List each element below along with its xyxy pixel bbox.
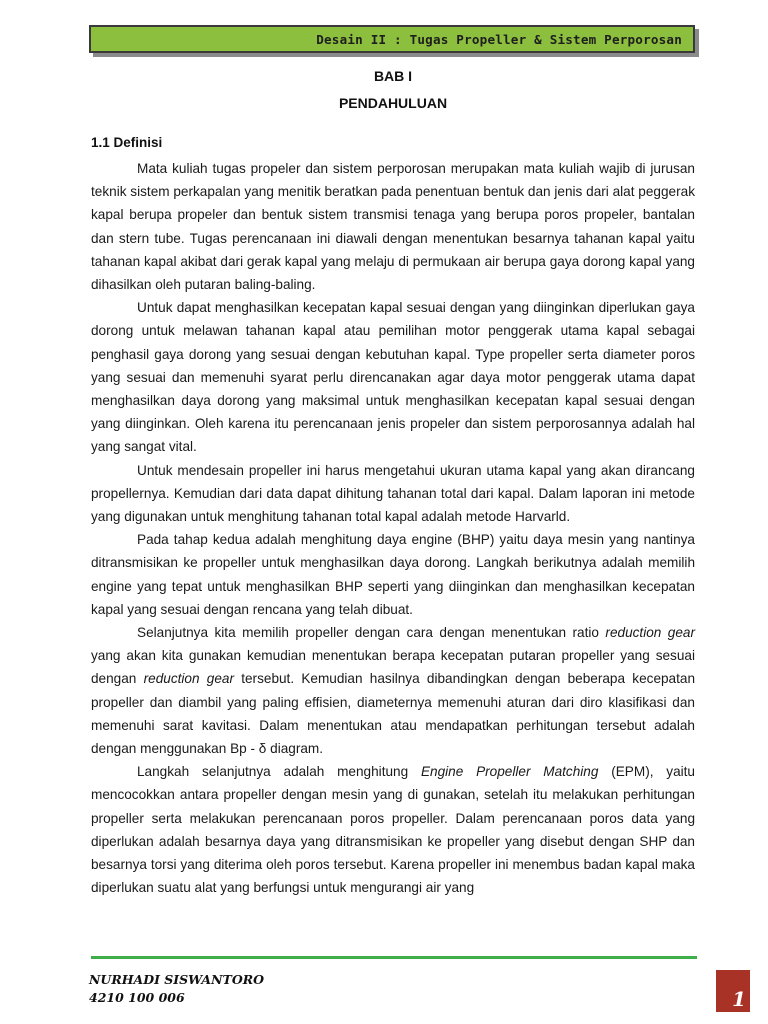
body-text bbox=[91, 157, 695, 900]
running-header bbox=[89, 25, 695, 53]
paragraph-text: Langkah selanjutnya adalah menghitung bbox=[137, 764, 421, 780]
paragraph-text: yang akan kita gunakan kemudian menentukan berapa kecepatan putaran propeller yang sesuai dengan bbox=[91, 648, 695, 687]
paragraph bbox=[91, 296, 695, 458]
italic-term: reduction gear bbox=[605, 625, 696, 641]
paragraph-text: Pada tahap kedua adalah menghitung daya engine (BHP) yaitu daya mesin yang nantinya ditransmisikan ke propeller untuk menghasilkan daya dorong. Langkah berikutnya adalah memilih engine yang tepat untuk menghasilkan BHP seperti yang diinginkan dan menghasilkan kecepatan kapal yang sesuai dengan rencana yang telah dibuat. bbox=[91, 532, 695, 617]
section-heading: 1.1 Definisi bbox=[91, 135, 163, 150]
chapter-number: BAB I bbox=[373, 68, 413, 84]
paragraph bbox=[91, 760, 695, 899]
page-number: 1 bbox=[732, 987, 746, 1011]
paragraph bbox=[91, 459, 695, 529]
paragraph-text: Selanjutnya kita memilih propeller dengan cara dengan menentukan ratio bbox=[137, 625, 606, 641]
paragraph-text: Untuk mendesain propeller ini harus mengetahui ukuran utama kapal yang akan dirancang propellernya. Kemudian dari data dapat dihitung tahanan total dari kapal. Dalam laporan ini metode yang digunakan untuk menghitung tahanan total kapal adalah metode Harvarld. bbox=[91, 462, 695, 525]
paragraph-text: Mata kuliah tugas propeler dan sistem perporosan merupakan mata kuliah wajib di jurusan teknik sistem perkapalan yang menitik beratkan pada penentuan bentuk dan jenis dari alat peggerak kapal berupa propeler dan bentuk sistem transmisi tenaga yang berupa poros propeler, bantalan dan stern tube. Tugas perencanaan ini diawali dengan menentukan besarnya tahanan kapal yaitu tahanan kapal akibat dari gerak kapal yang melaju di permukaan air berupa gaya dorong kapal yang dihasilkan oleh putaran baling-baling. bbox=[91, 161, 695, 293]
author-name: NURHADI SISWANTORO bbox=[89, 972, 264, 987]
paragraph bbox=[91, 157, 695, 296]
italic-term: reduction gear bbox=[143, 671, 234, 687]
page-number-box bbox=[716, 970, 750, 1012]
paragraph-text: Untuk dapat menghasilkan kecepatan kapal sesuai dengan yang diinginkan diperlukan gaya dorong untuk melawan tahanan kapal atau pemilihan motor penggerak utama kapal sebagai penghasil gaya dorong yang sesuai dengan kebutuhan kapal. Type propeller serta diameter poros yang sesuai dan memenuhi syarat perlu direncanakan agar daya motor penggerak utama dapat menghasilkan daya dorong yang maksimal untuk menghasilkan kecepatan kapal sesuai dengan yang diinginkan. Oleh karena itu perencanaan jenis propeler dan sistem perporosannya adalah hal yang sangat vital. bbox=[91, 300, 695, 455]
footer-author bbox=[89, 971, 264, 1007]
running-header-title: Desain II : Tugas Propeller & Sistem Perporosan bbox=[316, 31, 682, 47]
author-id: 4210 100 006 bbox=[89, 990, 185, 1005]
footer-divider bbox=[91, 956, 697, 959]
paragraph bbox=[91, 528, 695, 621]
paragraph-text: (EPM), yaitu mencocokkan antara propeller dengan mesin yang di gunakan, setelah itu melakukan perhitungan propeller serta melakukan perencanaan poros propeller. Dalam perencanaan poros data yang diperlukan adalah besarnya daya yang ditransmisikan ke propeller yang disebut dengan SHP dan besarnya torsi yang diterima oleh poros tersebut. Karena propeller ini menembus badan kapal maka diperlukan suatu alat yang berfungsi untuk mengurangi air yang bbox=[91, 764, 695, 896]
italic-term: Engine Propeller Matching bbox=[420, 764, 599, 780]
paragraph bbox=[91, 621, 695, 760]
paragraph-text: tersebut. Kemudian hasilnya dibandingkan dengan beberapa kecepatan propeller dan diambil yang paling effisien, diameternya memenuhi aturan dari diro klasifikasi dan memenuhi sarat kavitasi. Dalam menentukan atau mendapatkan perhitungan tersebut adalah dengan menggunakan Bp - δ diagram. bbox=[91, 671, 696, 757]
chapter-title: PENDAHULUAN bbox=[338, 95, 448, 111]
